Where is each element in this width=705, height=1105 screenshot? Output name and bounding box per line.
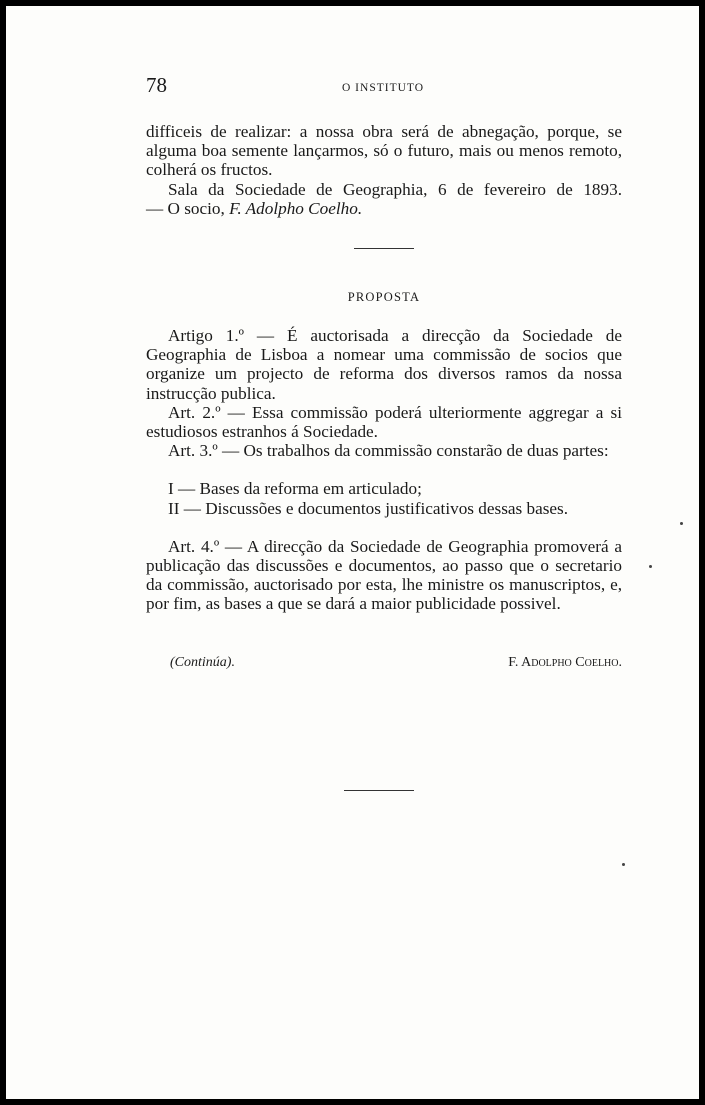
- article-1: Artigo 1.º — É auctorisada a direcção da Sociedade de Geographia de Lisboa a nomear uma commissão de socios que organize um projecto de reforma dos diversos ramos da nossa instrucção publica.: [146, 326, 622, 403]
- article-2: Art. 2.º — Essa commissão poderá ulteriormente aggregar a si estudiosos estranhos á Sociedade.: [146, 402, 622, 442]
- section-heading: PROPOSTA: [347, 290, 421, 304]
- section-divider-bottom: [344, 790, 414, 791]
- list-item-2: II — Discussões e documentos justificativos dessas bases.: [168, 498, 569, 518]
- running-head: O INSTITUTO: [342, 82, 425, 94]
- footer-author: F. Adolpho Coelho.: [508, 655, 622, 670]
- continua-note: (Continúa).: [170, 655, 235, 670]
- list-item-1: I — Bases da reforma em articulado;: [168, 479, 422, 499]
- article-3: Art. 3.º — Os trabalhos da commissão constarão de duas partes:: [168, 441, 609, 461]
- signature-name: F. Adolpho Coelho.: [229, 198, 363, 218]
- article-4: Art. 4.º — A direcção da Sociedade de Geographia promoverá a publicação das discussões e documentos, ao passo que o secretario da commissão, auctorisado por esta, lhe ministre os manuscriptos, e, por fim, as bases a que se dará a maior publicidade possivel.: [146, 536, 622, 614]
- section-divider-top: [354, 248, 414, 249]
- dateline: Sala da Sociedade de Geographia, 6 de fevereiro de 1893.: [168, 179, 622, 199]
- intro-block: [146, 122, 622, 218]
- signature-line: [146, 199, 622, 218]
- page-header: [146, 73, 622, 97]
- signature-prefix: — O socio,: [146, 198, 225, 218]
- document-page: [6, 6, 699, 1099]
- intro-paragraph: difficeis de realizar: a nossa obra será de abnegação, porque, se alguma boa semente lançarmos, só o futuro, mais ou menos remoto, colherá os fructos.: [146, 122, 622, 180]
- page-speck: [622, 863, 625, 866]
- page-speck: [680, 522, 683, 525]
- articles-block: [146, 326, 622, 614]
- page-speck: [649, 565, 652, 568]
- page-number: 78: [146, 73, 167, 97]
